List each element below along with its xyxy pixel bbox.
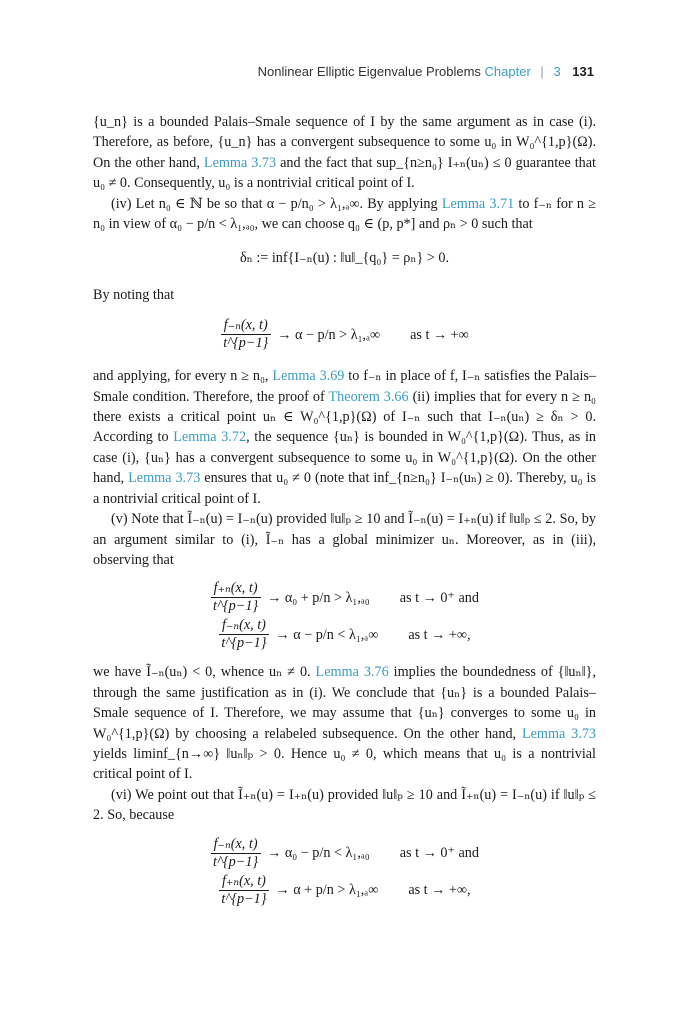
lemma-3-73-link-2[interactable]: Lemma 3.73 xyxy=(128,470,201,487)
equation-limit-4: $\frac{\text{f₋ₙ(x, t)}}{t\^{}\{p-1\}}$ → α₀ − p/n < λ₁,ₐ₀ as t → 0⁺ and xyxy=(93,836,596,871)
header-separator: | xyxy=(540,64,544,79)
running-head xyxy=(258,64,594,79)
lemma-3-76-link[interactable]: Lemma 3.76 xyxy=(315,664,389,681)
lemma-3-73-link[interactable]: Lemma 3.73 xyxy=(203,154,277,171)
paragraph-applying: and applying, for every n ≥ n₀, Lemma 3.69 to f₋ₙ in place of f, I₋ₙ satisfies the Palais–Smale condition. Therefore, the proof of Theorem 3.66 (ii) implies that for every n ≥ n₀ there exists a critical point uₙ ∈ W₀^{1,p}(Ω) of I₋ₙ such that I₋ₙ(uₙ) ≥ δₙ > 0. According to Lemma 3.72, the sequence {uₙ} is bounded in W₀^{1,p}(Ω). Thus, as in case (i), {uₙ} has a convergent subsequence to some u₀ in W₀^{1,p}(Ω). On the other hand, Lemma 3.73 ensures that u₀ ≠ 0 (note that inf_{n≥n₀} I₋ₙ(uₙ) ≥ 0). Thereby, u₀ is a nontrivial critical point of I. xyxy=(93,368,597,507)
body-text xyxy=(93,112,596,908)
equation-limit-5: $\frac{\text{f₊ₙ(x, t)}}{t\^{}\{p-1\}}$ → α + p/n > λ₁,ₐ∞ as t → +∞, xyxy=(93,873,596,908)
chapter-label: Chapter xyxy=(484,64,531,79)
book-title: Nonlinear Elliptic Eigenvalue Problems xyxy=(257,64,481,79)
paragraph-by-noting: By noting that xyxy=(93,286,175,303)
equation-limit-3: $\frac{\text{f₋ₙ(x, t)}}{t\^{}\{p-1\}}$ → α − p/n < λ₁,ₐ∞ as t → +∞, xyxy=(93,617,596,652)
equation-limit-2: $\frac{\text{f₊ₙ(x, t)}}{t\^{}\{p-1\}}$ → α₀ + p/n > λ₁,ₐ₀ as t → 0⁺ and xyxy=(93,580,596,615)
equation-delta: δₙ := inf{I₋ₙ(u) : ‖u‖_{q₀} = ρₙ} > 0. xyxy=(239,250,450,267)
paragraph-1: {u_n} is a bounded Palais–Smale sequence of I by the same argument as in case (i). Therefore, as before, {u_n} has a convergent subsequence to some u₀ in W₀^{1,p}(Ω). On the other hand, Lemma 3.73 and the fact that sup_{n≥n₀} I₊ₙ(uₙ) ≤ 0 guarantee that u₀ ≠ 0. Consequently, u₀ is a nontrivial critical point of I. xyxy=(93,114,597,192)
theorem-3-66-link[interactable]: Theorem 3.66 xyxy=(328,388,409,405)
lemma-3-71-link[interactable]: Lemma 3.71 xyxy=(441,195,515,212)
lemma-3-73-link-3[interactable]: Lemma 3.73 xyxy=(521,725,597,742)
paragraph-case-iv: (iv) Let n₀ ∈ ℕ be so that α − p/n₀ > λ₁,ₐ∞. By applying Lemma 3.71 to f₋ₙ for n ≥ n₀ in view of α₀ − p/n < λ₁,ₐ₀, we can choose q₀ ∈ (p, p*] and ρₙ > 0 such that xyxy=(93,195,597,233)
chapter-number: 3 xyxy=(553,64,561,79)
paragraph-case-vi: (vi) We point out that Ĩ₊ₙ(u) = I₊ₙ(u) provided ‖u‖ₚ ≥ 10 and Ĩ₊ₙ(u) = I₋ₙ(u) if ‖u‖ₚ ≤ 2. So, because xyxy=(93,786,596,824)
paragraph-case-v: (v) Note that Ĩ₋ₙ(u) = I₋ₙ(u) provided ‖u‖ₚ ≥ 10 and Ĩ₋ₙ(u) = I₊ₙ(u) if ‖u‖ₚ ≤ 2. So, by an argument similar to (i), Ĩ₋ₙ has a global minimizer uₙ. Moreover, as in (iii), observing that xyxy=(93,511,596,568)
lemma-3-69-link[interactable]: Lemma 3.69 xyxy=(272,368,345,385)
paragraph-we-have: we have Ĩ₋ₙ(uₙ) < 0, whence uₙ ≠ 0. Lemma 3.76 implies the boundedness of {‖uₙ‖}, through the same justification as in (i). We conclude that {uₙ} is a bounded Palais–Smale sequence of I. Therefore, we may assume that {uₙ} converges to some u₀ in W₀^{1,p}(Ω) by choosing a relabeled subsequence. On the other hand, Lemma 3.73 yields liminf_{n→∞} ‖uₙ‖ₚ > 0. Hence u₀ ≠ 0, which means that u₀ is a nontrivial critical point of I. xyxy=(93,664,597,783)
lemma-3-72-link[interactable]: Lemma 3.72 xyxy=(173,429,247,446)
equation-limit-1: $\frac{\text{f₋ₙ(x, t)}}{t\^{}\{p-1\}}$ → α − p/n > λ₁,ₐ∞ as t → +∞ xyxy=(93,317,596,352)
page-number: 131 xyxy=(572,64,594,79)
